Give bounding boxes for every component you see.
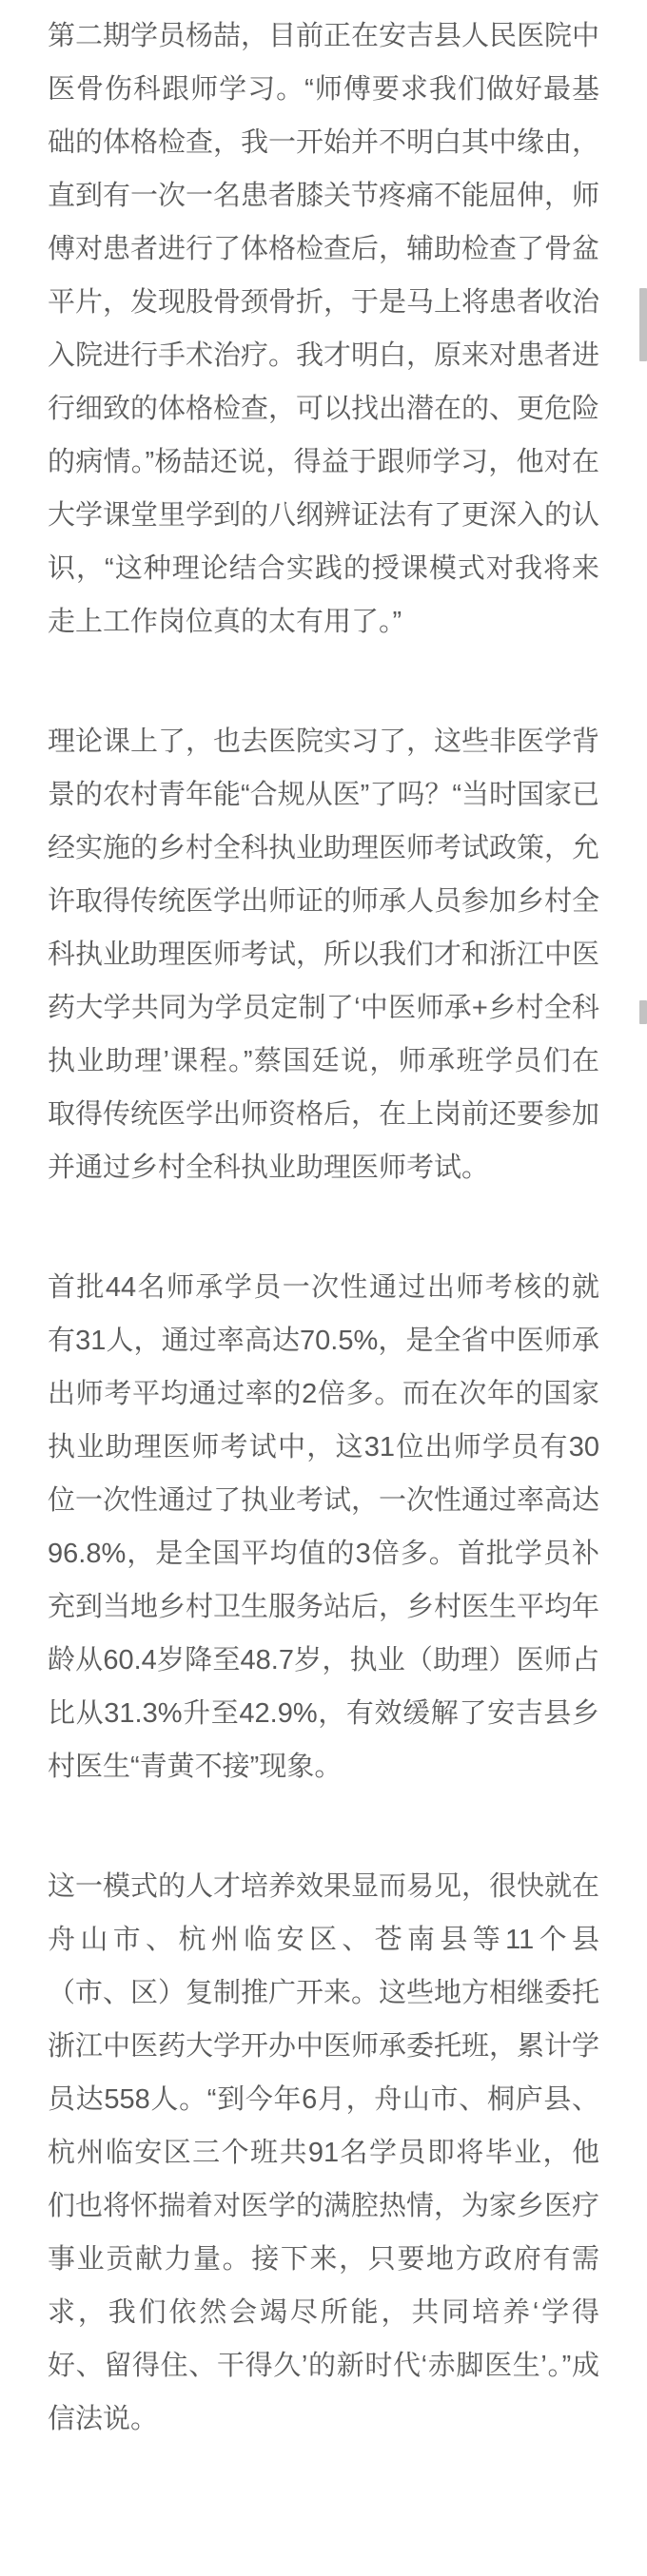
article-body xyxy=(48,10,599,2446)
scrollbar-thumb[interactable] xyxy=(639,1000,647,1024)
paragraph-apprentice-story: 第二期学员杨喆，目前正在安吉县人民医院中医骨伤科跟师学习。“师傅要求我们做好最基础的体格检查，我一开始并不明白其中缘由，直到有一次一名患者膝关节疼痛不能屈伸，师傅对患者进行了体格检查后，辅助检查了骨盆平片，发现股骨颈骨折，于是马上将患者收治入院进行手术治疗。我才明白，原来对患者进行细致的体格检查，可以找出潜在的、更危险的病情。”杨喆还说，得益于跟师学习，他对在大学课堂里学到的八纲辨证法有了更深入的认识，“这种理论结合实践的授课模式对我将来走上工作岗位真的太有用了。” xyxy=(48,21,600,637)
paragraph-model-expansion: 这一模式的人才培养效果显而易见，很快就在舟山市、杭州临安区、苍南县等11个县（市、区）复制推广开来。这些地方相继委托浙江中医药大学开办中医师承委托班，累计学员达558人。“到今年6月，舟山市、桐庐县、杭州临安区三个班共91名学员即将毕业，他们也将怀揣着对医学的满腔热情，为家乡医疗事业贡献力量。接下来，只要地方政府有需求，我们依然会竭尽所能，共同培养‘学得好、留得住、干得久’的新时代‘赤脚医生’。”成信法说。 xyxy=(48,1871,600,2434)
paragraph-pass-rates: 首批44名师承学员一次性通过出师考核的就有31人，通过率高达70.5%，是全省中医师承出师考平均通过率的2倍多。而在次年的国家执业助理医师考试中，这31位出师学员有30位一次性通过了执业考试，一次性通过率高达96.8%，是全国平均值的3倍多。首批学员补充到当地乡村卫生服务站后，乡村医生平均年龄从60.4岁降至48.7岁，执业（助理）医师占比从31.3%升至42.9%，有效缓解了安吉县乡村医生“青黄不接”现象。 xyxy=(48,1272,600,1782)
scrollbar-thumb[interactable] xyxy=(639,288,647,361)
paragraph-exam-policy: 理论课上了，也去医院实习了，这些非医学背景的农村青年能“合规从医”了吗？“当时国家已经实施的乡村全科执业助理医师考试政策，允许取得传统医学出师证的师承人员参加乡村全科执业助理医师考试，所以我们才和浙江中医药大学共同为学员定制了‘中医师承+乡村全科执业助理’课程。”蔡国廷说，师承班学员们在取得传统医学出师资格后，在上岗前还要参加并通过乡村全科执业助理医师考试。 xyxy=(48,726,600,1183)
